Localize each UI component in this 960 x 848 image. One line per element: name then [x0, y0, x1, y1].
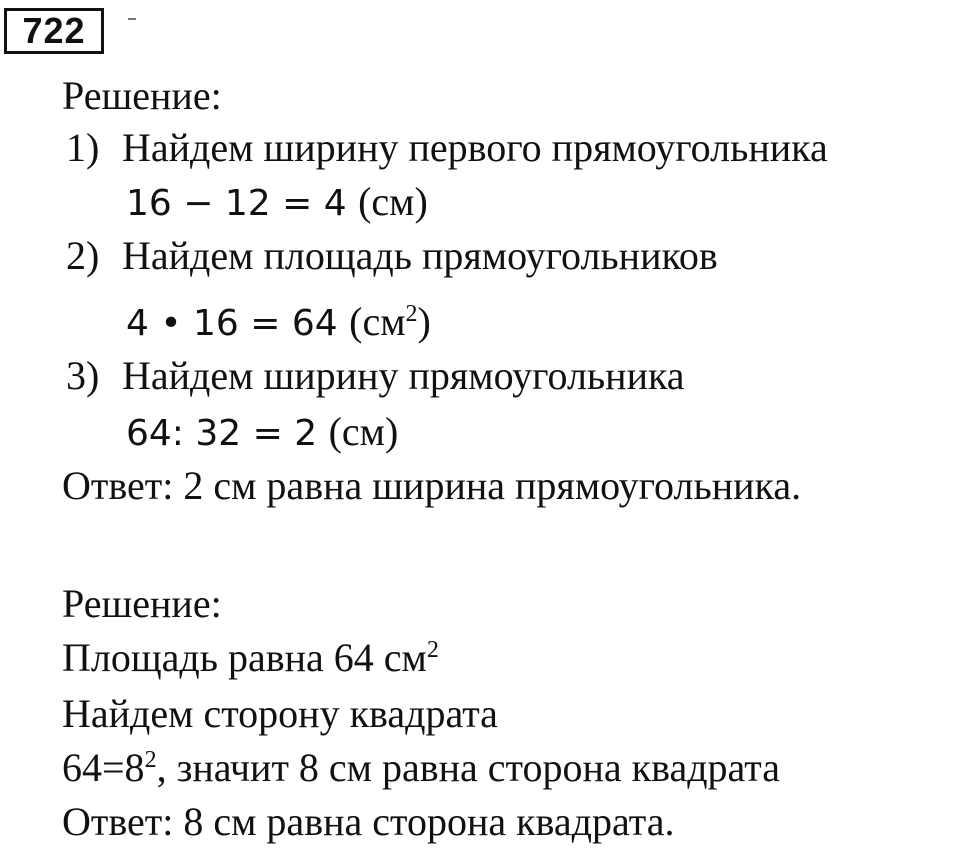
equation-rest: , значит 8 см равна сторона квадрата	[156, 745, 780, 790]
equation-line	[62, 745, 780, 790]
answer-2: Ответ: 8 см равна сторона квадрата.	[62, 799, 675, 844]
step-2-unit-exponent: 2	[405, 301, 418, 327]
step-1-calc	[126, 179, 428, 224]
step-3-calc	[126, 409, 399, 454]
step-1	[66, 125, 828, 170]
step-3-text: Найдем ширину прямоугольника	[122, 353, 685, 398]
step-3	[66, 353, 685, 398]
problem-number-box	[4, 8, 104, 54]
area-text: Площадь равна 64 см	[62, 635, 427, 680]
step-2-number: 2)	[66, 233, 100, 278]
step-2-text: Найдем площадь прямоугольников	[122, 233, 718, 278]
area-line	[62, 635, 439, 680]
solution-heading-1: Решение:	[62, 73, 222, 118]
step-3-number: 3)	[66, 353, 100, 398]
step-3-unit: (см)	[328, 409, 399, 454]
step-2-unit	[349, 299, 431, 344]
step-3-expression: 64: 32 = 2	[126, 413, 318, 454]
step-2-calc	[126, 299, 431, 344]
equation-exponent: 2	[144, 747, 157, 773]
step-2-expression: 4 • 16 = 64	[126, 303, 338, 344]
find-side-line: Найдем сторону квадрата	[62, 691, 498, 736]
equation-base: 64=8	[62, 745, 145, 790]
step-1-text: Найдем ширину первого прямоугольника	[122, 125, 828, 170]
problem-number: 722	[22, 10, 86, 51]
step-2-unit-close: )	[417, 299, 431, 344]
area-exponent: 2	[426, 637, 439, 663]
step-1-expression: 16 − 12 = 4	[126, 183, 347, 224]
answer-1: Ответ: 2 см равна ширина прямоугольника.	[62, 463, 802, 508]
step-2-unit-base: (см	[349, 299, 406, 344]
scan-mark	[128, 18, 136, 20]
step-2	[66, 233, 718, 278]
solution-heading-2: Решение:	[62, 581, 222, 626]
step-1-unit: (см)	[358, 179, 428, 224]
step-1-number: 1)	[66, 125, 100, 170]
